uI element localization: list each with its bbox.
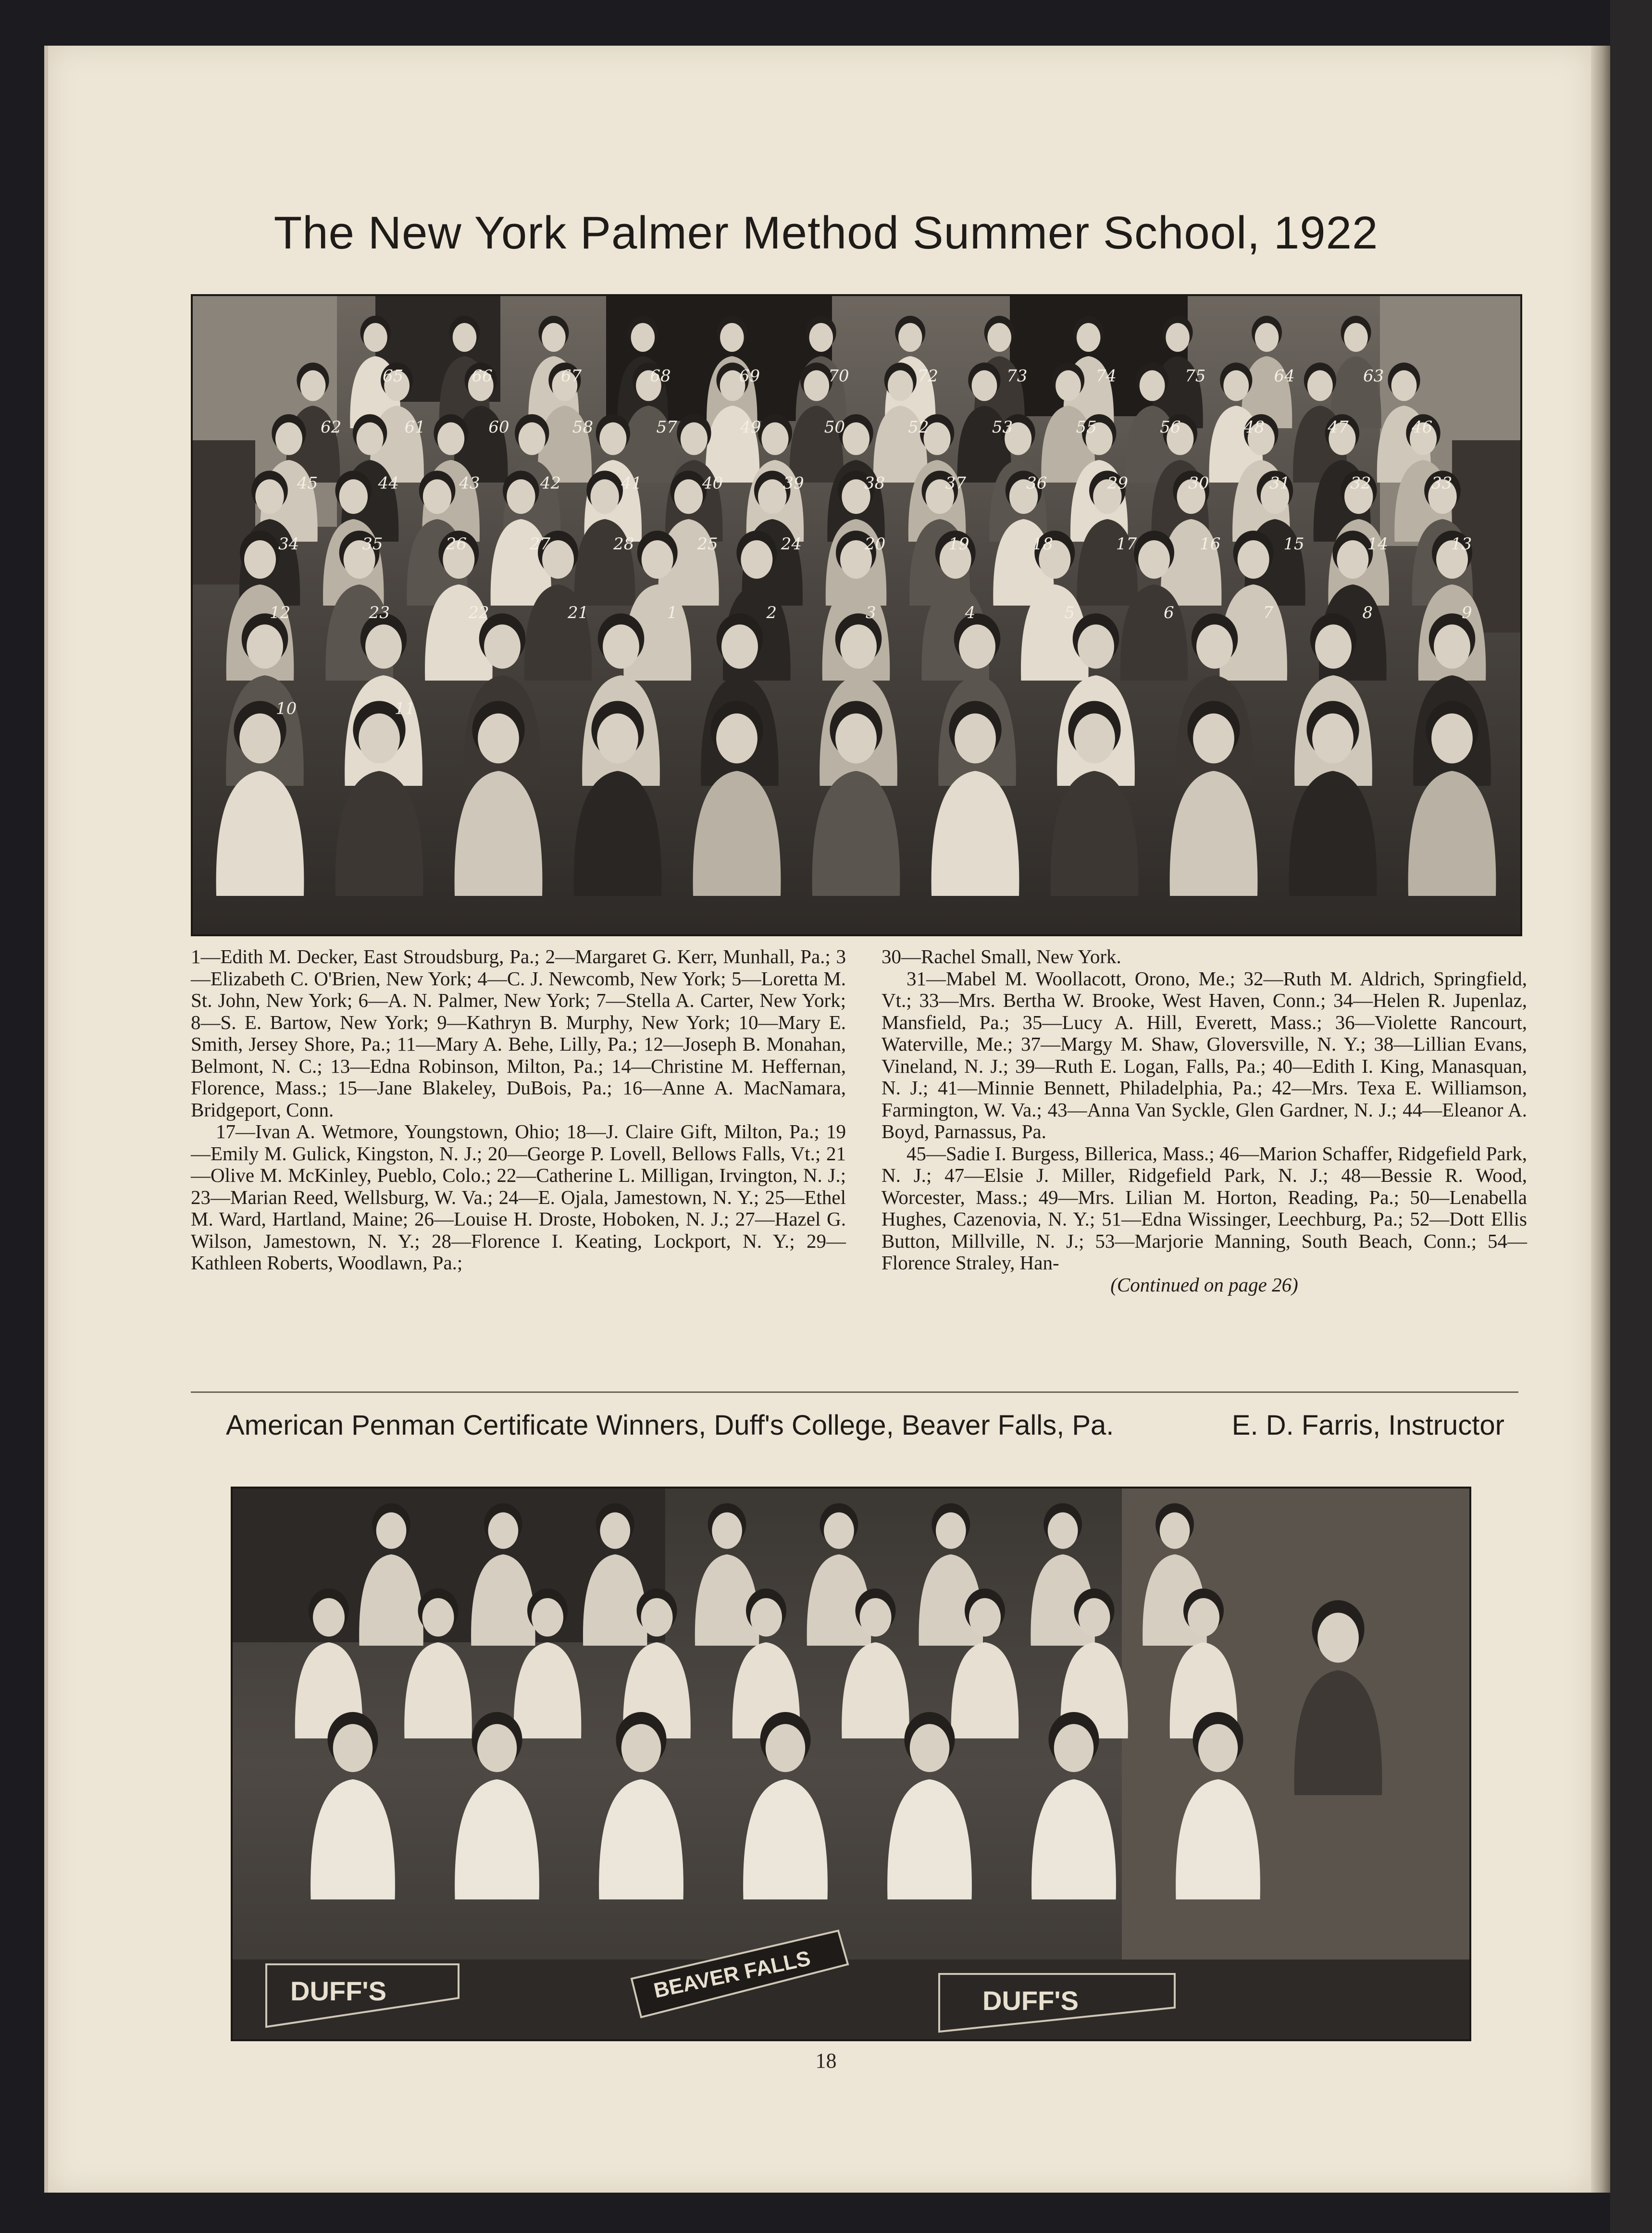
caption-paragraph: 31—Mabel M. Woollacott, Orono, Me.; 32—Ruth M. Aldrich, Springfield, Vt.; 33—Mrs. Bertha W. Brooke, West Haven, Conn.; 34—Helen R. Jupenlaz, Mansfield, Pa.; 35—Lucy A. Hill, Everett, Mass.; 36—Violette Rancourt, Waterville, Me.; 37—Margy M. Shaw, Gloversville, N. Y.; 38—Lillian Evans, Vineland, N. J.; 39—Ruth E. Logan, Falls, Pa.; 40—Edith I. King, Manasquan, N. J.; 41—Minnie Bennett, Philadelphia, Pa.; 42—Mrs. Texa E. Williamson, Farmington, W. Va.; 43—Anna Van Syckle, Glen Gardner, N. J.; 44—Eleanor A. Boyd, Parnassus, Pa. — [882, 967, 1527, 1142]
photo-number-label: 23 — [369, 603, 390, 622]
photo-number-label: 72 — [917, 366, 938, 386]
photo-number-label: 18 — [1032, 534, 1053, 554]
photo-number-label: 12 — [270, 603, 291, 622]
photo-number-label: 39 — [783, 473, 804, 493]
scan-edge-bottom — [0, 2193, 1652, 2233]
photo-number-label: 20 — [865, 534, 886, 554]
photo-number-label: 41 — [621, 473, 642, 493]
photo-number-label: 64 — [1274, 366, 1295, 386]
caption-right-column — [882, 946, 1527, 1296]
photo-number-label: 2 — [766, 603, 777, 622]
photo-number-label: 46 — [1412, 418, 1433, 437]
photo-number-label: 7 — [1263, 603, 1274, 622]
photo-number-label: 14 — [1367, 534, 1388, 554]
scan-edge-top — [0, 0, 1652, 46]
scan-edge-left — [0, 0, 44, 2233]
photo-number-label: 70 — [828, 366, 849, 386]
photo-number-label: 36 — [1026, 473, 1047, 493]
photo-number-label: 66 — [472, 366, 493, 386]
photo-number-label: 1 — [667, 603, 678, 622]
photo-number-label: 75 — [1185, 366, 1206, 386]
photo-number-label: 43 — [459, 473, 480, 493]
photo-number-label: 3 — [866, 603, 876, 622]
photo-number-label: 67 — [560, 366, 582, 386]
pennant-left-text: DUFF'S — [290, 1976, 386, 2006]
photo-number-label: 24 — [781, 534, 802, 554]
scan-edge-right — [1610, 0, 1652, 2233]
photo-number-label: 5 — [1064, 603, 1075, 622]
photo-number-label: 60 — [488, 418, 509, 437]
photo-number-label: 28 — [613, 534, 634, 554]
photo-number-label: 49 — [740, 418, 761, 437]
photo-number-label: 53 — [992, 418, 1013, 437]
winners-photo-illustration — [233, 1489, 1469, 2039]
photo-number-label: 69 — [739, 366, 760, 386]
photo-number-label: 40 — [702, 473, 723, 493]
photo-number-label: 4 — [965, 603, 976, 622]
caption-paragraph: 45—Sadie I. Burgess, Billerica, Mass.; 46—Marion Schaffer, Ridgefield Park, N. J.; 47—Elsie J. Miller, Ridgefield Park, N. J.; 48—Bessie R. Wood, Worcester, Mass.; 49—Mrs. Lilian M. Horton, Reading, Pa.; 50—Lenabella Hughes, Cazenovia, N. Y.; 51—Edna Wissinger, Leechburg, Pa.; 52—Dott Ellis Button, Millville, N. J.; 53—Marjorie Manning, South Beach, Conn.; 54—Florence Straley, Han- — [882, 1142, 1527, 1274]
photo-number-label: 27 — [529, 534, 551, 554]
photo-number-label: 22 — [468, 603, 489, 622]
photo-number-label: 61 — [404, 418, 425, 437]
photo-number-label: 26 — [446, 534, 467, 554]
photo-number-label: 31 — [1269, 473, 1291, 493]
photo-number-label: 73 — [1006, 366, 1028, 386]
photo-number-label: 34 — [278, 534, 299, 554]
book-spine — [1590, 46, 1610, 2193]
photo-number-label: 58 — [572, 418, 594, 437]
caption-paragraph: 30—Rachel Small, New York. — [882, 945, 1121, 968]
photo-number-label: 35 — [362, 534, 383, 554]
photo-number-label: 57 — [656, 418, 677, 437]
photo-number-label: 15 — [1283, 534, 1304, 554]
photo-number-label: 8 — [1362, 603, 1373, 622]
photo-number-label: 65 — [383, 366, 404, 386]
photo-number-label: 32 — [1350, 473, 1371, 493]
photo-number-label: 6 — [1164, 603, 1174, 622]
page-number: 18 — [815, 2049, 837, 2072]
photo-number-label: 56 — [1160, 418, 1181, 437]
continued-note: (Continued on page 26) — [1110, 1273, 1298, 1296]
caption-left-column — [191, 946, 846, 1274]
photo-number-label: 62 — [321, 418, 342, 437]
photo-number-label: 11 — [395, 699, 416, 719]
group-photo-illustration — [193, 296, 1520, 934]
photo-number-label: 19 — [948, 534, 969, 554]
photo-number-label: 10 — [276, 699, 297, 719]
photo-number-label: 38 — [864, 473, 885, 493]
photo-number-label: 25 — [697, 534, 718, 554]
photo-number-label: 17 — [1116, 534, 1137, 554]
photo-number-label: 68 — [650, 366, 671, 386]
pennant-right-text: DUFF'S — [982, 1985, 1079, 2016]
photo-number-label: 48 — [1243, 418, 1265, 437]
photo-number-label: 52 — [908, 418, 929, 437]
summer-school-group-photo — [191, 294, 1522, 936]
photo-number-label: 42 — [540, 473, 561, 493]
caption-paragraph: 17—Ivan A. Wetmore, Youngstown, Ohio; 18—J. Claire Gift, Milton, Pa.; 19—Emily M. Gulick, Kingston, N. J.; 20—George P. Lovell, Bellows Falls, Vt.; 21—Olive M. McKinley, Pueblo, Colo.; 22—Catherine L. Milligan, Irvington, N. J.; 23—Marian Reed, Wellsburg, W. Va.; 24—E. Ojala, Jamestown, N. Y.; 25—Ethel M. Ward, Hartland, Maine; 26—Louise H. Droste, Hoboken, N. J.; 27—Hazel G. Wilson, Jamestown, N. Y.; 28—Florence I. Keating, Lockport, N. Y.; 29—Kathleen Roberts, Woodlawn, Pa.; — [191, 1120, 846, 1274]
photo-number-label: 37 — [945, 473, 966, 493]
instructor-credit: E. D. Farris, Instructor — [1231, 1410, 1504, 1441]
photo-number-label: 21 — [568, 603, 589, 622]
section-heading-text: American Penman Certificate Winners, Duff's College, Beaver Falls, Pa. — [226, 1410, 1114, 1441]
photo-number-label: 13 — [1451, 534, 1472, 554]
photo-number-label: 16 — [1200, 534, 1221, 554]
section-heading — [226, 1409, 1504, 1441]
page-title: The New York Palmer Method Summer School, 1922 — [273, 207, 1379, 259]
pennant-center-text: BEAVER FALLS — [651, 1946, 813, 2003]
photo-number-label: 44 — [378, 473, 399, 493]
photo-number-label: 33 — [1431, 473, 1453, 493]
photo-number-label: 50 — [824, 418, 845, 437]
caption-paragraph: 1—Edith M. Decker, East Stroudsburg, Pa.; 2—Margaret G. Kerr, Munhall, Pa.; 3—Elizabeth C. O'Brien, New York; 4—C. J. Newcomb, New York; 5—Loretta M. St. John, New York; 6—A. N. Palmer, New York; 7—Stella A. Carter, New York; 8—S. E. Bartow, New York; 9—Kathryn B. Murphy, New York; 10—Mary E. Smith, Jersey Shore, Pa.; 11—Mary A. Behe, Lilly, Pa.; 12—Joseph B. Monahan, Belmont, N. C.; 13—Edna Robinson, Milton, Pa.; 14—Christine M. Heffernan, Florence, Mass.; 15—Jane Blakeley, DuBois, Pa.; 16—Anne A. MacNamara, Bridgeport, Conn. — [191, 945, 846, 1121]
photo-number-label: 55 — [1076, 418, 1097, 437]
certificate-winners-photo — [231, 1487, 1471, 2041]
photo-number-label: 30 — [1188, 473, 1209, 493]
photo-number-label: 29 — [1107, 473, 1128, 493]
photo-number-label: 74 — [1095, 366, 1117, 386]
photo-number-label: 9 — [1462, 603, 1472, 622]
photo-number-label: 45 — [297, 473, 318, 493]
photo-number-label: 63 — [1363, 366, 1384, 386]
photo-number-label: 47 — [1328, 418, 1349, 437]
section-divider — [191, 1391, 1518, 1393]
